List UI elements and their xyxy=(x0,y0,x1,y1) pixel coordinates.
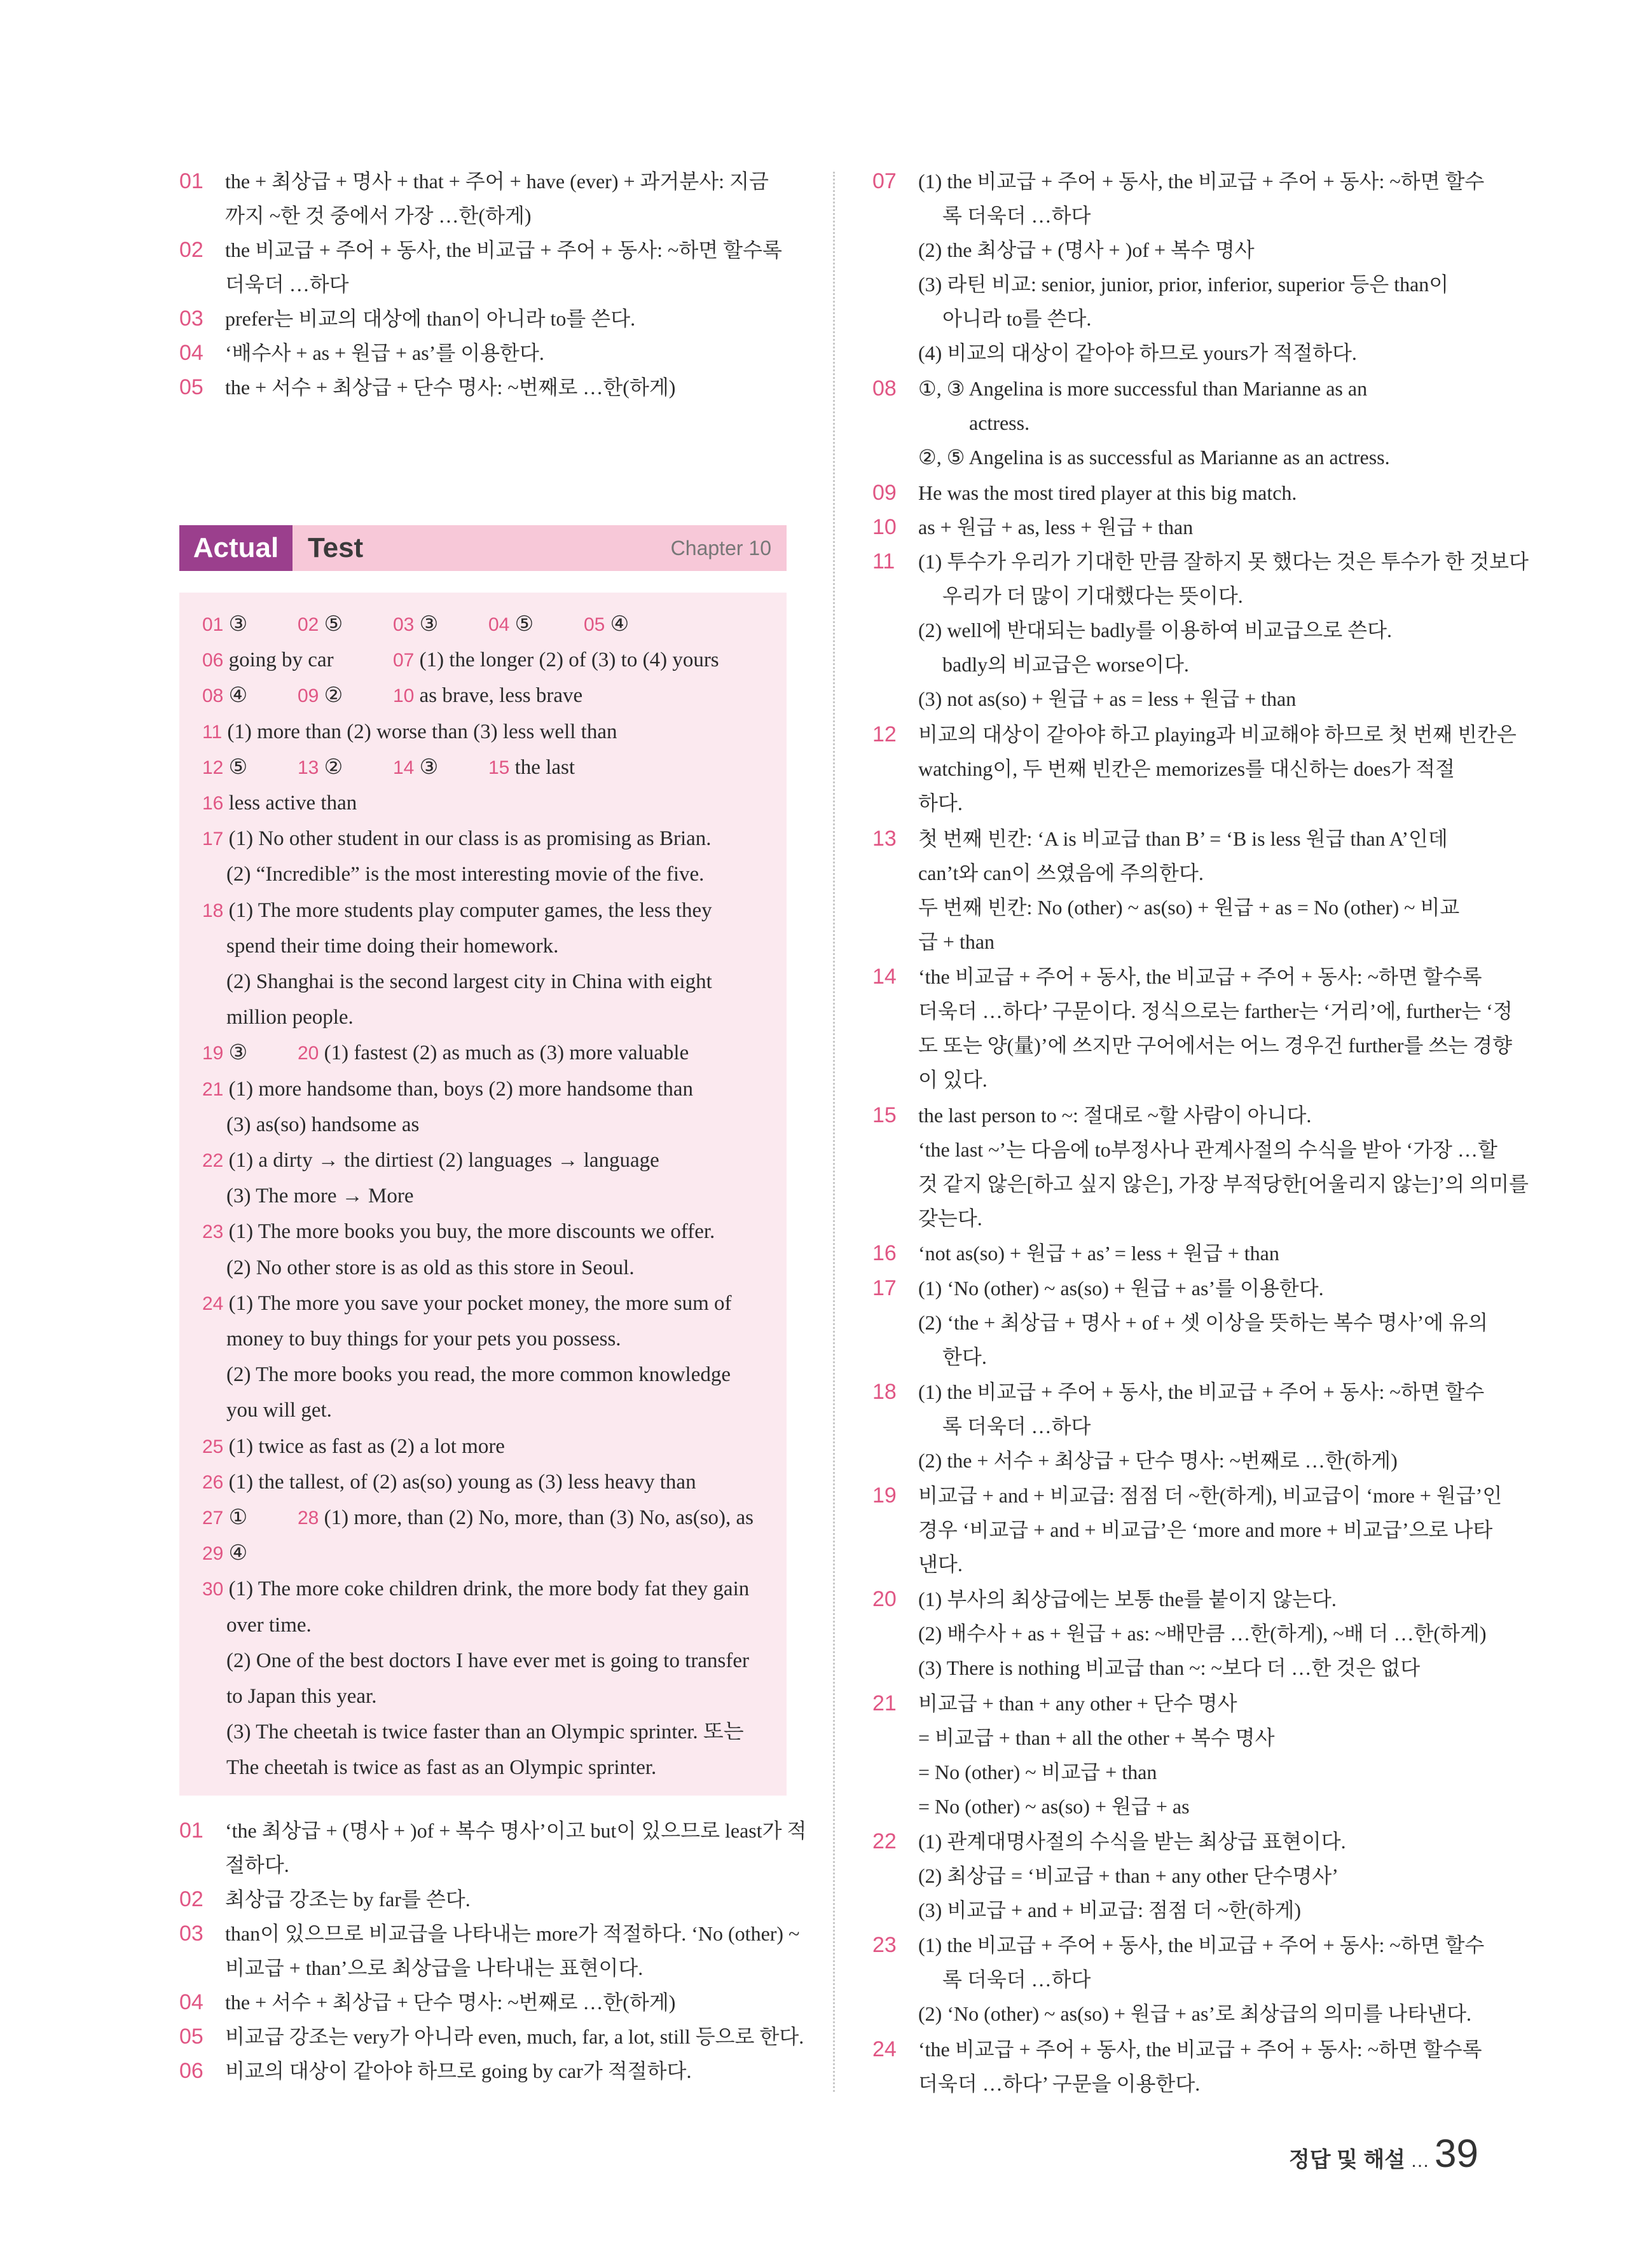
answer-text: ⑤ xyxy=(514,613,534,636)
explanation-line: 우리가 더 많이 기대했다는 뜻이다. xyxy=(942,584,1243,608)
answer-text: ④ xyxy=(610,613,630,636)
explanation-line: ‘the 비교급 + 주어 + 동사, the 비교급 + 주어 + 동사: ~하면 할수록 xyxy=(918,2037,1482,2061)
explanation-line: (2) the + 서수 + 최상급 + 단수 명사: ~번째로 …한(하게) xyxy=(918,1449,1398,1472)
answer-item xyxy=(393,678,582,714)
explanation-entry xyxy=(872,164,1483,370)
item-number: 05 xyxy=(179,2024,203,2049)
item-number: 09 xyxy=(872,480,897,505)
answer-text: million people. xyxy=(226,1006,354,1029)
explanation-line: the + 서수 + 최상급 + 단수 명사: ~번째로 …한(하게) xyxy=(225,1991,676,2014)
answer-text: The cheetah is twice as fast as an Olympic sprinter. xyxy=(226,1756,657,1780)
answer-text: (1) the tallest, of (2) as(so) young as (3) less heavy than xyxy=(228,1470,696,1494)
answer-item xyxy=(298,1500,754,1536)
answer-number: 20 xyxy=(298,1043,319,1064)
answer-item xyxy=(226,1643,749,1679)
explanation-entry xyxy=(179,1882,790,1916)
answer-text: ⑤ xyxy=(228,755,248,779)
answer-text: ④ xyxy=(228,684,248,708)
answer-text: (1) more, than (2) No, more, than (3) No, as(so), as xyxy=(324,1506,754,1529)
answer-text: (2) The more books you read, the more common knowledge xyxy=(226,1363,731,1387)
answer-item xyxy=(202,785,357,821)
chapter-label: Chapter 10 xyxy=(670,537,771,560)
explanation-entry xyxy=(872,1582,1487,1685)
explanation-entry xyxy=(872,1375,1483,1478)
answer-number: 30 xyxy=(202,1579,224,1600)
explanation-line: 것 같지 않은[하고 싶지 않은], 가장 부적당한[어울리지 않는]’의 의미를 xyxy=(918,1172,1529,1195)
answer-item xyxy=(393,750,438,786)
answer-text: (2) One of the best doctors I have ever met is going to transfer xyxy=(226,1649,749,1672)
explanation-line: 비교급 + and + 비교급: 점점 더 ~한(하게), 비교급이 ‘more + 원급’인 xyxy=(918,1484,1503,1508)
explanation-line: (4) 비교의 대상이 같아야 하므로 yours가 적절하다. xyxy=(918,341,1357,364)
item-number: 20 xyxy=(872,1587,897,1612)
explanation-line: (1) 투수가 우리가 기대한 만큼 잘하지 못 했다는 것은 투수가 한 것보다 xyxy=(918,550,1529,574)
explanation-line: as + 원급 + as, less + 원급 + than xyxy=(918,516,1194,539)
explanation-line: 낸다. xyxy=(918,1553,963,1576)
answer-item xyxy=(226,1321,621,1357)
item-number: 02 xyxy=(179,1887,203,1911)
answer-text: (1) more than (2) worse than (3) less well than xyxy=(227,720,617,743)
answer-item xyxy=(226,1714,744,1750)
answer-item xyxy=(202,1500,247,1536)
answer-item xyxy=(202,1071,693,1108)
answer-item xyxy=(202,1286,732,1322)
answer-number: 04 xyxy=(488,614,510,635)
answer-text: (1) The more students play computer games, the less they xyxy=(228,898,712,922)
page-footer xyxy=(1289,2131,1478,2176)
answer-number: 25 xyxy=(202,1436,224,1457)
answer-text: (1) No other student in our class is as promising as Brian. xyxy=(228,827,712,851)
explanation-line: (1) 관계대명사절의 수식을 받는 최상급 표현이다. xyxy=(918,1830,1346,1853)
explanation-line: 비교의 대상이 같아야 하고 playing과 비교해야 하므로 첫 번째 빈칸은 xyxy=(918,723,1517,746)
explanation-line: the + 최상급 + 명사 + that + 주어 + have (ever) + 과거분사: 지금 xyxy=(225,170,769,193)
answer-number: 12 xyxy=(202,757,224,778)
answer-text: the last xyxy=(514,755,575,779)
explanation-line: 비교급 강조는 very가 아니라 even, much, far, a lot, still 등으로 한다. xyxy=(225,2025,804,2048)
answer-number: 07 xyxy=(393,650,415,671)
answer-item xyxy=(202,678,247,714)
answer-item xyxy=(202,1214,715,1250)
explanation-line: 록 더욱더 …하다 xyxy=(942,204,1091,227)
answer-text: spend their time doing their homework. xyxy=(226,934,559,958)
explanation-line: (2) the 최상급 + (명사 + )of + 복수 명사 xyxy=(918,238,1255,261)
explanation-line: 급 + than xyxy=(918,930,995,953)
item-number: 08 xyxy=(872,376,897,401)
explanation-entry xyxy=(179,2054,790,2088)
explanation-line: 하다. xyxy=(918,792,963,815)
explanation-line: (3) 라틴 비교: senior, junior, prior, inferior, superior 등은 than이 xyxy=(918,273,1449,296)
explanation-line: 첫 번째 빈칸: ‘A is 비교급 than B’ = ‘B is less 원급 than A’인데 xyxy=(918,827,1448,850)
explanation-entry xyxy=(872,959,1513,1097)
answer-item xyxy=(202,1143,659,1179)
answer-text: ③ xyxy=(228,613,248,636)
explanation-entry xyxy=(872,371,1483,474)
explanation-entry xyxy=(179,1813,807,1882)
answer-text: (3) The cheetah is twice faster than an Olympic sprinter. 또는 xyxy=(226,1721,744,1744)
explanation-entry xyxy=(872,510,1483,544)
answer-text: (1) fastest (2) as much as (3) more valuable xyxy=(324,1041,689,1065)
explanation-line: 절하다. xyxy=(225,1853,289,1876)
explanation-entry xyxy=(872,1478,1503,1581)
answer-number: 29 xyxy=(202,1543,224,1565)
answer-text: (1) The more coke children drink, the more body fat they gain xyxy=(228,1577,750,1601)
answer-text: ③ xyxy=(419,755,439,779)
explanation-entry xyxy=(872,1686,1483,1824)
answer-text: to Japan this year. xyxy=(226,1685,377,1708)
item-number: 12 xyxy=(872,722,897,747)
explanation-line: (3) 비교급 + and + 비교급: 점점 더 ~한(하게) xyxy=(918,1899,1302,1922)
answer-text: money to buy things for your pets you possess. xyxy=(226,1328,621,1350)
explanation-line: (1) 부사의 최상급에는 보통 the를 붙이지 않는다. xyxy=(918,1588,1337,1611)
answer-text: as brave, less brave xyxy=(419,684,583,708)
answer-text: (1) more handsome than, boys (2) more handsome than xyxy=(228,1077,694,1101)
answer-text: (1) twice as fast as (2) a lot more xyxy=(228,1434,505,1458)
item-number: 10 xyxy=(872,515,897,539)
explanation-line: (1) ‘No (other) ~ as(so) + 원급 + as’를 이용한다. xyxy=(918,1276,1324,1300)
explanation-line: 록 더욱더 …하다 xyxy=(942,1415,1091,1438)
explanation-entry xyxy=(872,2032,1483,2101)
item-number: 24 xyxy=(872,2037,897,2061)
explanation-line: 더욱더 …하다’ 구문을 이용한다. xyxy=(918,2072,1201,2095)
actual-test-header xyxy=(179,525,787,571)
answer-text: ② xyxy=(324,755,343,779)
explanation-line: (3) There is nothing 비교급 than ~: ~보다 더 …한 것은 없다 xyxy=(918,1656,1421,1680)
answer-number: 10 xyxy=(393,685,415,707)
item-number: 22 xyxy=(872,1829,897,1854)
explanation-line: 록 더욱더 …하다 xyxy=(942,1968,1091,1991)
answer-text: less active than xyxy=(228,792,357,814)
answer-item xyxy=(226,1250,635,1286)
answer-item xyxy=(202,1571,749,1607)
item-number: 01 xyxy=(179,169,203,193)
item-number: 02 xyxy=(179,238,203,262)
answer-item xyxy=(226,1750,656,1785)
answer-number: 22 xyxy=(202,1150,224,1171)
answer-text: over time. xyxy=(226,1613,312,1637)
item-number: 17 xyxy=(872,1275,897,1300)
answer-text: (2) “Incredible” is the most interesting movie of the five. xyxy=(226,863,705,886)
explanation-entry xyxy=(872,1098,1529,1235)
footer-label: 정답 및 해설 xyxy=(1288,2148,1406,2172)
explanation-line: (1) the 비교급 + 주어 + 동사, the 비교급 + 주어 + 동사: ~하면 할수 xyxy=(918,170,1485,193)
answer-text: going by car xyxy=(228,649,334,672)
item-number: 07 xyxy=(872,169,897,193)
explanation-line: 더욱더 …하다’ 구문이다. 정식으로는 farther는 ‘거리’에, further는 ‘정 xyxy=(918,1000,1513,1023)
explanation-line: ‘the 비교급 + 주어 + 동사, the 비교급 + 주어 + 동사: ~하면 할수록 xyxy=(918,965,1482,989)
answer-item xyxy=(202,1536,247,1572)
answer-item xyxy=(226,1000,354,1035)
explanation-line: (3) not as(so) + 원급 + as = less + 원급 + than xyxy=(918,687,1297,711)
answer-item xyxy=(202,642,334,678)
explanation-line: (2) ‘the + 최상급 + 명사 + of + 셋 이상을 뜻하는 복수 명사’에 유의 xyxy=(918,1310,1488,1334)
answer-text: (2) Shanghai is the second largest city in China with eight xyxy=(226,970,712,993)
answer-item xyxy=(202,750,247,786)
answer-item xyxy=(226,856,704,892)
explanation-entry xyxy=(872,1824,1483,1927)
explanation-line: watching이, 두 번째 빈칸은 memorizes를 대신하는 does가 적절 xyxy=(918,757,1456,781)
answer-item xyxy=(393,607,438,643)
explanation-line: = No (other) ~ as(so) + 원급 + as xyxy=(918,1794,1190,1818)
answer-text: (3) The more → More xyxy=(226,1185,414,1208)
explanation-entry xyxy=(179,336,790,370)
explanation-entry xyxy=(872,476,1483,510)
explanation-line: prefer는 비교의 대상에 than이 아니라 to를 쓴다. xyxy=(225,307,636,330)
answer-number: 13 xyxy=(298,757,319,778)
answer-item xyxy=(202,1035,247,1071)
explanation-entry xyxy=(179,301,790,336)
explanation-entry xyxy=(179,233,790,301)
item-number: 04 xyxy=(179,341,203,365)
item-number: 21 xyxy=(872,1691,897,1715)
explanation-entry xyxy=(179,164,790,233)
answer-item xyxy=(202,1464,696,1501)
answer-text: you will get. xyxy=(226,1399,332,1422)
actual-label: Actual xyxy=(179,525,293,571)
explanation-line: 갖는다. xyxy=(918,1206,982,1230)
item-number: 16 xyxy=(872,1241,897,1266)
explanation-line: 까지 ~한 것 중에서 가장 …한(하게) xyxy=(225,204,532,227)
answer-number: 26 xyxy=(202,1471,224,1493)
item-number: 13 xyxy=(872,826,897,851)
explanation-line: 최상급 강조는 by far를 쓴다. xyxy=(225,1888,471,1911)
explanation-line: (2) 최상급 = ‘비교급 + than + any other 단수명사’ xyxy=(918,1864,1339,1888)
answer-item xyxy=(202,714,617,750)
explanation-line: ‘the last ~’는 다음에 to부정사나 관계사절의 수식을 받아 ‘가장 …할 xyxy=(918,1137,1497,1161)
explanation-line: 비교의 대상이 같아야 하므로 going by car가 적절하다. xyxy=(225,2059,692,2082)
explanation-line: 더욱더 …하다 xyxy=(225,273,349,296)
explanation-entry xyxy=(872,821,1483,959)
item-number: 15 xyxy=(872,1103,897,1127)
answer-text: ④ xyxy=(228,1542,248,1565)
answer-text: ③ xyxy=(419,613,439,636)
test-label: Test xyxy=(308,532,364,563)
answer-item xyxy=(298,1035,689,1071)
explanation-line: ‘not as(so) + 원급 + as’ = less + 원급 + than xyxy=(918,1242,1279,1265)
answer-item xyxy=(226,1607,312,1643)
answer-item xyxy=(202,893,712,929)
answer-number: 24 xyxy=(202,1293,224,1314)
explanation-line: actress. xyxy=(969,411,1030,435)
item-number: 18 xyxy=(872,1380,897,1404)
answer-item xyxy=(202,1429,505,1465)
answer-number: 27 xyxy=(202,1508,224,1529)
answer-number: 17 xyxy=(202,828,224,850)
footer-dots: … xyxy=(1410,2150,1430,2171)
answer-text: (1) The more you save your pocket money, the more sum of xyxy=(228,1291,732,1315)
answer-item xyxy=(226,1107,419,1143)
answer-text: ① xyxy=(228,1506,248,1529)
explanation-entry xyxy=(179,1985,790,2019)
explanation-line: 비교급 + than’으로 최상급을 나타내는 표현이다. xyxy=(225,1956,644,1979)
answer-item xyxy=(393,642,719,678)
answer-text: (1) the longer (2) of (3) to (4) yours xyxy=(419,649,719,672)
explanation-entry xyxy=(872,1271,1488,1374)
explanation-line: (1) the 비교급 + 주어 + 동사, the 비교급 + 주어 + 동사: ~하면 할수 xyxy=(918,1380,1485,1403)
answer-key-box xyxy=(179,593,787,1796)
explanation-entry xyxy=(179,370,790,404)
answer-text: ③ xyxy=(228,1041,248,1065)
explanation-line: (2) ‘No (other) ~ as(so) + 원급 + as’로 최상급의 의미를 나타낸다. xyxy=(918,2002,1472,2026)
answer-item xyxy=(226,1178,413,1214)
explanation-line: 한다. xyxy=(942,1345,987,1368)
answer-text: ⑤ xyxy=(324,613,343,636)
answer-text: ② xyxy=(324,684,343,708)
answer-text: (2) No other store is as old as this store in Seoul. xyxy=(226,1256,635,1279)
explanation-entry xyxy=(179,1916,800,1985)
answer-number: 08 xyxy=(202,685,224,707)
answer-number: 28 xyxy=(298,1508,319,1529)
answer-item xyxy=(226,1392,332,1428)
answer-item xyxy=(584,607,629,643)
explanation-line: ②, ⑤ Angelina is as successful as Marianne as an actress. xyxy=(918,446,1390,469)
answer-item xyxy=(488,607,533,643)
page-number: 39 xyxy=(1435,2132,1478,2176)
item-number: 04 xyxy=(179,1990,203,2014)
answer-item xyxy=(488,750,575,786)
explanation-line: badly의 비교급은 worse이다. xyxy=(942,653,1189,677)
explanation-line: (2) 배수사 + as + 원급 + as: ~배만큼 …한(하게), ~배 더 …한(하게) xyxy=(918,1622,1487,1646)
answer-number: 23 xyxy=(202,1221,224,1243)
explanation-entry xyxy=(179,2019,804,2054)
answer-number: 06 xyxy=(202,650,224,671)
explanation-line: 경우 ‘비교급 + and + 비교급’은 ‘more and more + 비교급’으로 나타 xyxy=(918,1518,1493,1542)
explanation-entry xyxy=(872,544,1529,716)
answer-number: 15 xyxy=(488,757,510,778)
answer-number: 14 xyxy=(393,757,415,778)
answer-item xyxy=(202,821,712,857)
explanation-entry xyxy=(872,717,1517,820)
item-number: 03 xyxy=(179,1921,203,1946)
item-number: 14 xyxy=(872,965,897,989)
answer-item xyxy=(226,1357,731,1392)
explanation-line: 도 또는 양(量)’에 쓰지만 구어에서는 어느 경우건 further를 쓰는 경향 xyxy=(918,1034,1513,1057)
answer-item xyxy=(226,964,712,1000)
answer-text: (3) as(so) handsome as xyxy=(226,1113,420,1136)
explanation-line: ‘the 최상급 + (명사 + )of + 복수 명사’이고 but이 있으므로 least가 적 xyxy=(225,1819,807,1842)
explanation-line: ①, ③ Angelina is more successful than Marianne as an xyxy=(918,377,1368,401)
explanation-line: 비교급 + than + any other + 단수 명사 xyxy=(918,1691,1237,1715)
explanation-line: the 비교급 + 주어 + 동사, the 비교급 + 주어 + 동사: ~하면 할수록 xyxy=(225,238,782,261)
explanation-line: can’t와 can이 쓰였음에 주의한다. xyxy=(918,861,1204,884)
answer-item xyxy=(226,1679,376,1714)
answer-number: 02 xyxy=(298,614,319,635)
item-number: 03 xyxy=(179,306,203,331)
answer-number: 11 xyxy=(202,721,223,743)
answer-number: 01 xyxy=(202,614,224,635)
item-number: 01 xyxy=(179,1818,203,1843)
item-number: 23 xyxy=(872,1933,897,1958)
item-number: 19 xyxy=(872,1483,897,1508)
answer-item xyxy=(298,678,343,714)
explanation-line: 아니라 to를 쓴다. xyxy=(942,307,1092,330)
explanation-line: 이 있다. xyxy=(918,1068,988,1092)
answer-number: 18 xyxy=(202,900,224,921)
explanation-line: (1) the 비교급 + 주어 + 동사, the 비교급 + 주어 + 동사: ~하면 할수 xyxy=(918,1934,1485,1957)
answer-number: 05 xyxy=(584,614,605,635)
answer-number: 21 xyxy=(202,1078,224,1100)
explanation-entry xyxy=(872,1236,1483,1270)
column-divider xyxy=(833,172,835,2092)
explanation-line: than이 있으므로 비교급을 나타내는 more가 적절하다. ‘No (other) ~ xyxy=(225,1922,800,1945)
answer-number: 03 xyxy=(393,614,415,635)
explanation-line: = 비교급 + than + all the other + 복수 명사 xyxy=(918,1726,1275,1749)
answer-item xyxy=(298,607,343,643)
answer-item xyxy=(226,928,558,964)
answer-number: 19 xyxy=(202,1043,224,1064)
explanation-line: = No (other) ~ 비교급 + than xyxy=(918,1760,1157,1783)
explanation-line: 두 번째 빈칸: No (other) ~ as(so) + 원급 + as = No (other) ~ 비교 xyxy=(918,895,1460,919)
answer-number: 16 xyxy=(202,793,224,814)
answer-item xyxy=(298,750,343,786)
explanation-entry xyxy=(872,1928,1483,2031)
answer-text: (1) The more books you buy, the more discounts we offer. xyxy=(228,1220,715,1244)
item-number: 06 xyxy=(179,2059,203,2083)
answer-number: 09 xyxy=(298,685,319,707)
explanation-line: the + 서수 + 최상급 + 단수 명사: ~번째로 …한(하게) xyxy=(225,376,676,399)
item-number: 05 xyxy=(179,375,203,399)
answer-text: (1) a dirty → the dirtiest (2) languages → language xyxy=(228,1149,659,1172)
explanation-line: the last person to ~: 절대로 ~할 사람이 아니다. xyxy=(918,1103,1312,1127)
item-number: 11 xyxy=(872,549,895,574)
answer-item xyxy=(202,607,247,643)
explanation-line: ‘배수사 + as + 원급 + as’를 이용한다. xyxy=(225,341,544,364)
explanation-line: (2) well에 반대되는 badly를 이용하여 비교급으로 쓴다. xyxy=(918,619,1393,642)
explanation-line: He was the most tired player at this big match. xyxy=(918,481,1297,504)
